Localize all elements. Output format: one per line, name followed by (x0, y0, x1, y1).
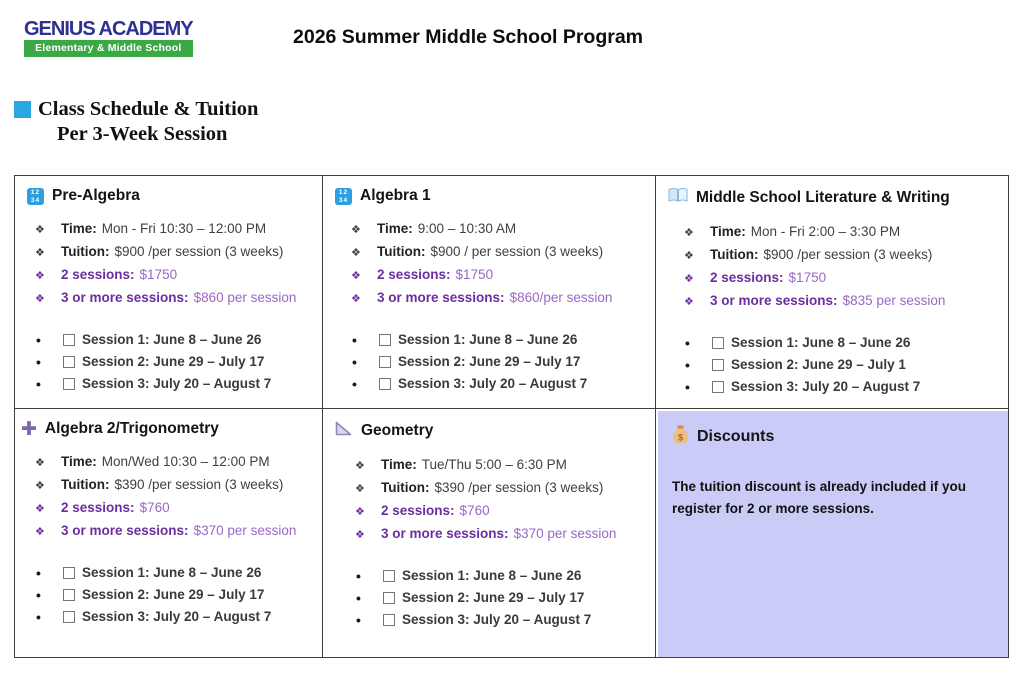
diamond-bullet-icon: ❖ (355, 460, 365, 472)
diamond-bullet-icon: ❖ (351, 270, 361, 282)
session-row-2 (351, 587, 645, 609)
detail-value: $370 per session (193, 523, 297, 538)
session-label: Session 1: June 8 – June 26 (731, 335, 911, 350)
detail-value: $900 / per session (3 weeks) (430, 244, 604, 259)
detail-value: $1750 (455, 267, 494, 282)
session-checkbox[interactable] (63, 567, 75, 579)
session-row-1 (351, 565, 645, 587)
diamond-bullet-icon: ❖ (684, 250, 694, 262)
bullet-icon: • (36, 565, 41, 581)
session-label: Session 3: July 20 – August 7 (731, 379, 921, 394)
session-label: Session 1: June 8 – June 26 (402, 568, 582, 583)
detail-value: $900 /per session (3 weeks) (114, 244, 284, 259)
detail-row-3-plus-sessions (684, 290, 998, 313)
session-checkbox[interactable] (63, 589, 75, 601)
session-checkbox[interactable] (383, 592, 395, 604)
diamond-bullet-icon: ❖ (35, 457, 45, 469)
money-bag-icon (672, 425, 689, 449)
detail-label: Time: (377, 221, 413, 236)
detail-row-tuition (35, 241, 312, 264)
session-row-3 (351, 609, 645, 631)
diamond-bullet-icon: ❖ (355, 506, 365, 518)
bullet-icon: • (36, 376, 41, 392)
bullet-icon: • (352, 354, 357, 370)
bullet-icon: • (352, 376, 357, 392)
detail-value: $390 /per session (3 weeks) (434, 480, 604, 495)
card-title: Algebra 2/Trigonometry (44, 420, 219, 437)
detail-value: Tue/Thu 5:00 – 6:30 PM (421, 457, 567, 472)
bullet-icon: • (36, 609, 41, 625)
session-row-1 (347, 329, 645, 351)
bullet-icon: • (352, 332, 357, 348)
detail-row-tuition (684, 244, 998, 267)
detail-label: Time: (710, 224, 746, 239)
page-title: 2026 Summer Middle School Program (293, 26, 644, 48)
detail-label: Tuition: (61, 244, 110, 259)
session-list (31, 329, 312, 395)
detail-row-2-sessions (35, 264, 312, 287)
diamond-bullet-icon: ❖ (355, 529, 365, 541)
detail-list (35, 218, 312, 310)
session-row-2 (31, 584, 312, 606)
card-title-row (672, 425, 994, 449)
session-row-2 (347, 351, 645, 373)
session-row-1 (31, 329, 312, 351)
diamond-bullet-icon: ❖ (684, 273, 694, 285)
session-row-1 (680, 332, 998, 354)
book-icon (668, 187, 688, 208)
detail-label: 2 sessions: (377, 267, 451, 282)
bullet-icon: • (36, 332, 41, 348)
diamond-bullet-icon: ❖ (351, 224, 361, 236)
bullet-icon: • (36, 587, 41, 603)
detail-label: Time: (61, 221, 97, 236)
detail-label: 3 or more sessions: (61, 290, 189, 305)
blue-square-bullet-icon (14, 101, 31, 118)
bullet-icon: • (685, 357, 690, 373)
detail-label: Tuition: (61, 477, 110, 492)
detail-row-tuition (35, 474, 312, 497)
diamond-bullet-icon: ❖ (351, 247, 361, 259)
logo-subtitle: Elementary & Middle School (24, 40, 193, 57)
diamond-bullet-icon: ❖ (35, 503, 45, 515)
class-card-algebra-1 (323, 176, 656, 409)
session-checkbox[interactable] (63, 334, 75, 346)
detail-value: Mon - Fri 10:30 – 12:00 PM (101, 221, 267, 236)
detail-value: $1750 (139, 267, 178, 282)
diamond-bullet-icon: ❖ (684, 296, 694, 308)
detail-label: 2 sessions: (381, 503, 455, 518)
session-label: Session 3: July 20 – August 7 (82, 609, 272, 624)
class-card-geometry (323, 409, 656, 657)
session-label: Session 1: June 8 – June 26 (82, 565, 262, 580)
detail-value: $760 (459, 503, 490, 518)
session-label: Session 2: June 29 – July 17 (82, 587, 265, 602)
detail-row-2-sessions (355, 500, 645, 523)
session-row-3 (347, 373, 645, 395)
detail-list (684, 221, 998, 313)
session-label: Session 2: June 29 – July 17 (398, 354, 581, 369)
detail-row-2-sessions (684, 267, 998, 290)
session-checkbox[interactable] (383, 570, 395, 582)
detail-value: 9:00 – 10:30 AM (417, 221, 517, 236)
session-checkbox[interactable] (712, 359, 724, 371)
detail-row-time (35, 451, 312, 474)
svg-text:$: $ (677, 432, 684, 444)
session-checkbox[interactable] (383, 614, 395, 626)
detail-label: Tuition: (377, 244, 426, 259)
session-checkbox[interactable] (379, 356, 391, 368)
detail-list (35, 451, 312, 543)
session-label: Session 2: June 29 – July 17 (82, 354, 265, 369)
discounts-card (656, 409, 1008, 657)
session-label: Session 3: July 20 – August 7 (402, 612, 592, 627)
section-title-line1: Class Schedule & Tuition (38, 98, 259, 120)
session-label: Session 2: June 29 – July 1 (731, 357, 906, 372)
triangle-ruler-icon (335, 420, 353, 441)
bullet-icon: • (685, 335, 690, 351)
bullet-icon: • (685, 379, 690, 395)
diamond-bullet-icon: ❖ (35, 270, 45, 282)
detail-value: Mon - Fri 2:00 – 3:30 PM (750, 224, 901, 239)
bullet-icon: • (36, 354, 41, 370)
card-title-row (335, 187, 645, 205)
session-row-3 (31, 373, 312, 395)
numbers-1234-icon: 12 34 (335, 188, 352, 205)
detail-row-time (351, 218, 645, 241)
session-label: Session 1: June 8 – June 26 (82, 332, 262, 347)
detail-value: $390 /per session (3 weeks) (114, 477, 284, 492)
numbers-1234-icon: 12 34 (27, 188, 44, 205)
session-list (680, 332, 998, 398)
detail-row-3-plus-sessions (35, 287, 312, 310)
diamond-bullet-icon: ❖ (35, 224, 45, 236)
session-row-3 (31, 606, 312, 628)
section-heading (14, 97, 258, 147)
session-list (351, 565, 645, 631)
detail-value: $860/per session (509, 290, 613, 305)
section-title-line2: Per 3-Week Session (57, 123, 228, 145)
detail-label: 2 sessions: (710, 270, 784, 285)
bullet-icon: • (356, 568, 361, 584)
diamond-bullet-icon: ❖ (35, 480, 45, 492)
card-title: Pre-Algebra (52, 187, 140, 204)
detail-label: 3 or more sessions: (377, 290, 505, 305)
class-card-literature-writing (656, 176, 1008, 409)
session-checkbox[interactable] (379, 378, 391, 390)
detail-label: Time: (381, 457, 417, 472)
detail-label: 3 or more sessions: (61, 523, 189, 538)
genius-academy-logo (24, 18, 193, 57)
card-title: Algebra 1 (360, 187, 431, 204)
logo-title: GENIUS ACADEMY (24, 18, 193, 40)
diamond-bullet-icon: ❖ (35, 293, 45, 305)
diamond-bullet-icon: ❖ (351, 293, 361, 305)
card-title-row (27, 187, 312, 205)
session-checkbox[interactable] (712, 337, 724, 349)
detail-value: $760 (139, 500, 170, 515)
session-checkbox[interactable] (712, 381, 724, 393)
detail-label: Tuition: (381, 480, 430, 495)
detail-row-2-sessions (351, 264, 645, 287)
detail-row-3-plus-sessions (355, 523, 645, 546)
bullet-icon: • (356, 590, 361, 606)
card-title-row (335, 420, 645, 441)
section-title (38, 97, 258, 147)
detail-row-time (355, 454, 645, 477)
session-checkbox[interactable] (63, 356, 75, 368)
class-card-pre-algebra (15, 176, 323, 409)
session-row-1 (31, 562, 312, 584)
detail-value: $900 /per session (3 weeks) (763, 247, 933, 262)
diamond-bullet-icon: ❖ (35, 526, 45, 538)
detail-row-tuition (355, 477, 645, 500)
detail-list (355, 454, 645, 546)
bullet-icon: • (356, 612, 361, 628)
detail-value: $1750 (788, 270, 827, 285)
detail-label: Time: (61, 454, 97, 469)
detail-label: 2 sessions: (61, 267, 135, 282)
detail-label: 2 sessions: (61, 500, 135, 515)
schedule-table (14, 175, 1009, 658)
detail-row-time (684, 221, 998, 244)
detail-row-3-plus-sessions (351, 287, 645, 310)
session-row-3 (680, 376, 998, 398)
detail-label: 3 or more sessions: (381, 526, 509, 541)
session-list (347, 329, 645, 395)
detail-value: $835 per session (842, 293, 946, 308)
session-row-2 (680, 354, 998, 376)
detail-label: Tuition: (710, 247, 759, 262)
class-card-algebra-2-trig (15, 409, 323, 657)
card-title: Discounts (697, 428, 775, 445)
detail-value: Mon/Wed 10:30 – 12:00 PM (101, 454, 270, 469)
session-label: Session 1: June 8 – June 26 (398, 332, 578, 347)
detail-row-2-sessions (35, 497, 312, 520)
detail-list (351, 218, 645, 310)
discount-text: The tuition discount is already included if you register for 2 or more sessions. (672, 479, 967, 516)
session-label: Session 2: June 29 – July 17 (402, 590, 585, 605)
session-label: Session 3: July 20 – August 7 (82, 376, 272, 391)
card-title: Geometry (361, 421, 434, 439)
card-title-row (668, 187, 998, 208)
detail-row-time (35, 218, 312, 241)
detail-value: $860 per session (193, 290, 297, 305)
plus-icon: ✚ (21, 418, 37, 440)
detail-value: $370 per session (513, 526, 617, 541)
session-checkbox[interactable] (63, 611, 75, 623)
session-label: Session 3: July 20 – August 7 (398, 376, 588, 391)
session-checkbox[interactable] (63, 378, 75, 390)
diamond-bullet-icon: ❖ (684, 227, 694, 239)
detail-row-tuition (351, 241, 645, 264)
session-row-2 (31, 351, 312, 373)
diamond-bullet-icon: ❖ (35, 247, 45, 259)
detail-row-3-plus-sessions (35, 520, 312, 543)
card-title-row (21, 420, 312, 438)
session-list (31, 562, 312, 628)
detail-label: 3 or more sessions: (710, 293, 838, 308)
diamond-bullet-icon: ❖ (355, 483, 365, 495)
session-checkbox[interactable] (379, 334, 391, 346)
card-title: Middle School Literature & Writing (696, 188, 950, 206)
